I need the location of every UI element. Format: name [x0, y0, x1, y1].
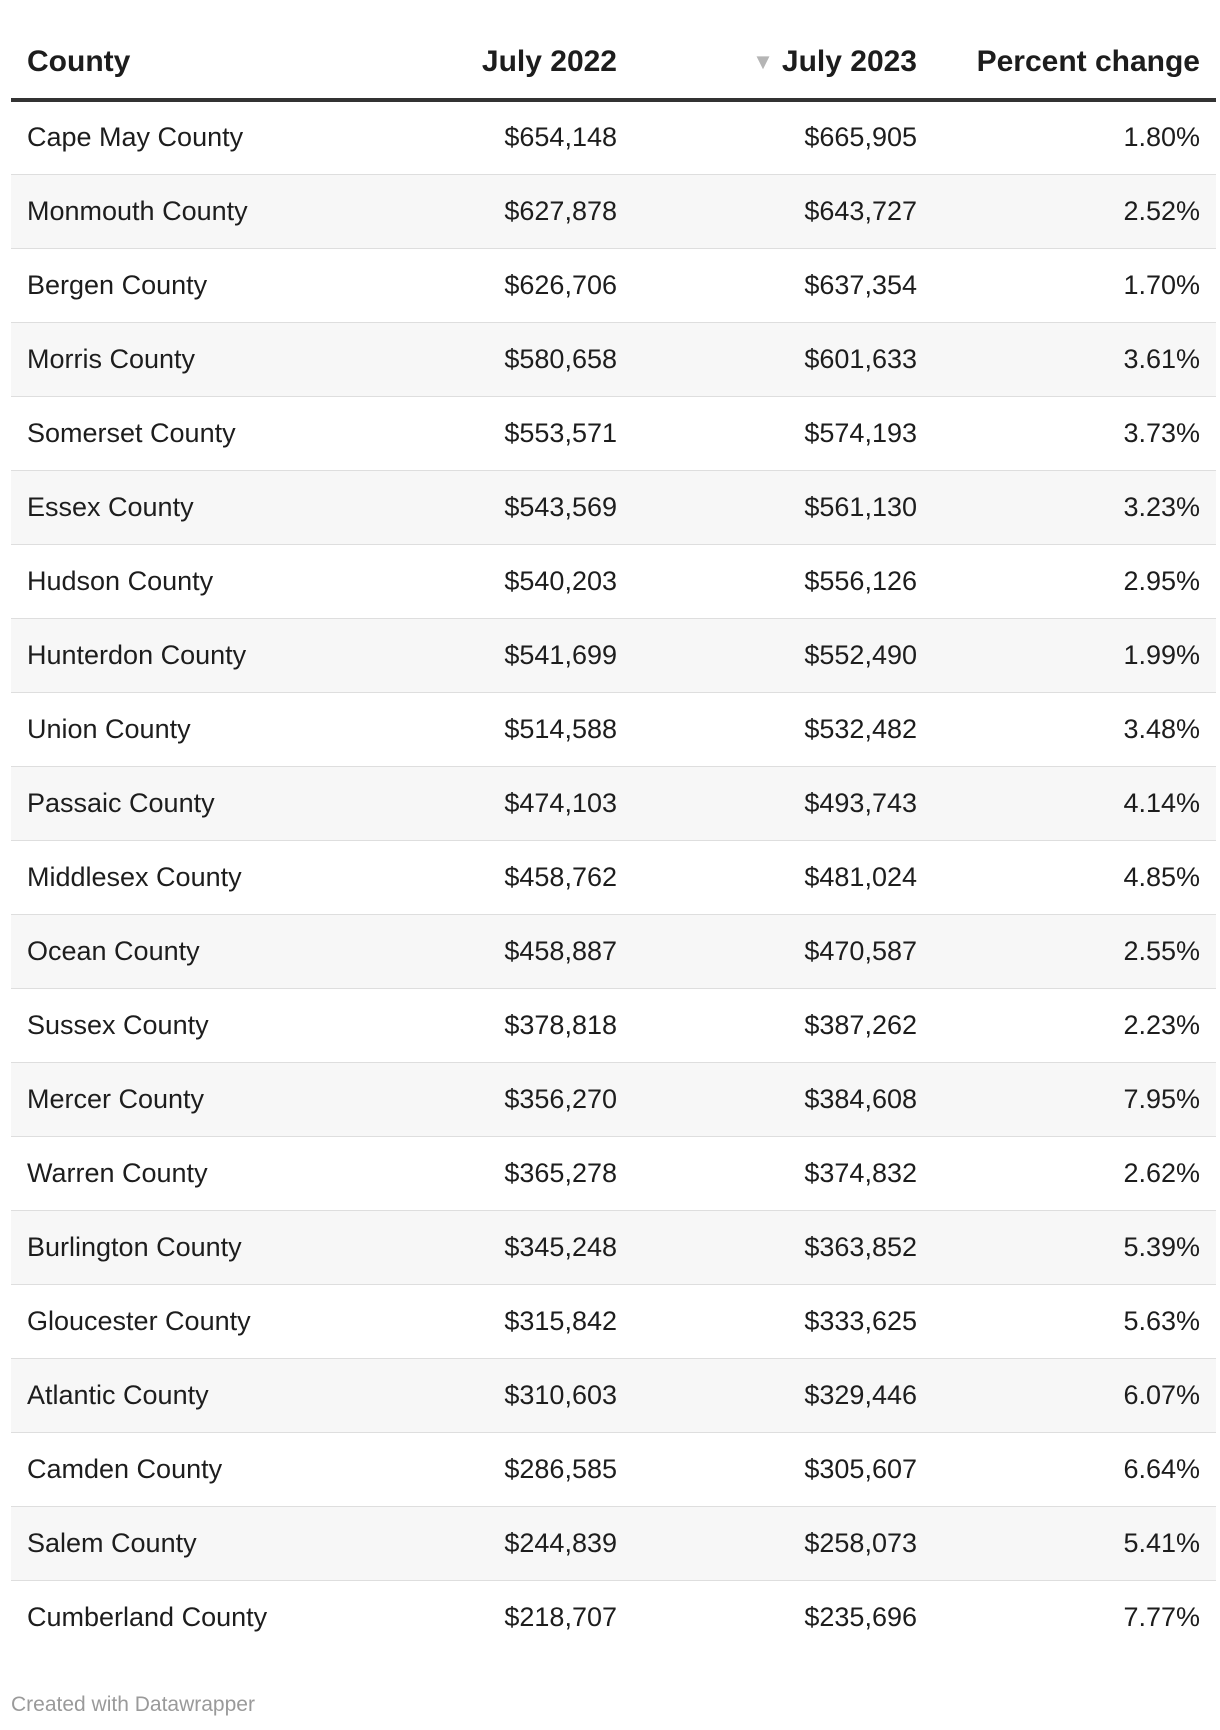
cell-july-2023: $665,905 [633, 100, 933, 174]
table-row [11, 322, 1216, 396]
cell-percent-change: 1.70% [933, 248, 1216, 322]
cell-july-2023: $374,832 [633, 1136, 933, 1210]
cell-county: Hunterdon County [11, 618, 371, 692]
cell-percent-change: 4.85% [933, 840, 1216, 914]
cell-county: Hudson County [11, 544, 371, 618]
column-header-label: Percent change [976, 45, 1200, 78]
cell-county: Mercer County [11, 1062, 371, 1136]
header-row [11, 26, 1216, 100]
cell-county: Monmouth County [11, 174, 371, 248]
cell-july-2022: $654,148 [371, 100, 633, 174]
cell-county: Sussex County [11, 988, 371, 1062]
cell-july-2022: $378,818 [371, 988, 633, 1062]
cell-percent-change: 6.07% [933, 1358, 1216, 1432]
table-row [11, 1358, 1216, 1432]
cell-percent-change: 5.41% [933, 1506, 1216, 1580]
cell-percent-change: 3.61% [933, 322, 1216, 396]
cell-county: Gloucester County [11, 1284, 371, 1358]
cell-percent-change: 1.80% [933, 100, 1216, 174]
cell-percent-change: 5.63% [933, 1284, 1216, 1358]
cell-july-2023: $470,587 [633, 914, 933, 988]
column-header-july-2023[interactable] [633, 26, 933, 100]
table-row [11, 1284, 1216, 1358]
cell-july-2022: $365,278 [371, 1136, 633, 1210]
table-row [11, 692, 1216, 766]
cell-july-2023: $637,354 [633, 248, 933, 322]
cell-percent-change: 2.55% [933, 914, 1216, 988]
cell-county: Salem County [11, 1506, 371, 1580]
cell-county: Cape May County [11, 100, 371, 174]
cell-july-2023: $552,490 [633, 618, 933, 692]
cell-county: Union County [11, 692, 371, 766]
cell-july-2023: $601,633 [633, 322, 933, 396]
cell-percent-change: 2.52% [933, 174, 1216, 248]
cell-july-2023: $235,696 [804, 1601, 917, 1632]
cell-july-2022: $580,658 [371, 322, 633, 396]
cell-july-2023: $481,024 [633, 840, 933, 914]
cell-county: Camden County [11, 1432, 371, 1506]
cell-july-2023: $493,743 [633, 766, 933, 840]
cell-county: Somerset County [11, 396, 371, 470]
cell-percent-change: 3.48% [933, 692, 1216, 766]
cell-july-2022: $626,706 [371, 248, 633, 322]
cell-july-2022: $345,248 [371, 1210, 633, 1284]
table-header [11, 26, 1216, 100]
table-row [11, 1210, 1216, 1284]
cell-july-2023: $387,262 [633, 988, 933, 1062]
cell-county: Warren County [11, 1136, 371, 1210]
cell-percent-change: 2.62% [933, 1136, 1216, 1210]
table-row [11, 100, 1216, 174]
cell-july-2023: $363,852 [633, 1210, 933, 1284]
datawrapper-credit: Created with Datawrapper [11, 1693, 255, 1716]
cell-county: Bergen County [11, 248, 371, 322]
cell-july-2022: $356,270 [371, 1062, 633, 1136]
cell-july-2022: $218,707 [504, 1601, 617, 1632]
cell-july-2022: $541,699 [371, 618, 633, 692]
cell-percent-change: 5.39% [933, 1210, 1216, 1284]
cell-county: Essex County [11, 470, 371, 544]
cell-july-2022: $286,585 [371, 1432, 633, 1506]
cell-percent-change: 4.14% [933, 766, 1216, 840]
cell-percent-change: 7.77% [1123, 1601, 1200, 1632]
cell-july-2023: $384,608 [633, 1062, 933, 1136]
table-row [11, 1136, 1216, 1210]
cell-county: Burlington County [11, 1210, 371, 1284]
cell-july-2022: $458,887 [371, 914, 633, 988]
table-row [11, 1432, 1216, 1506]
column-header-label: July 2022 [481, 45, 617, 78]
table-row [11, 1506, 1216, 1580]
cell-july-2023: $643,727 [633, 174, 933, 248]
table-row [11, 248, 1216, 322]
cell-percent-change: 2.95% [933, 544, 1216, 618]
cell-county: Ocean County [11, 914, 371, 988]
table-row [11, 766, 1216, 840]
table-row [11, 1580, 1216, 1654]
cell-july-2022: $474,103 [371, 766, 633, 840]
cell-percent-change: 6.64% [933, 1432, 1216, 1506]
table-row [11, 1062, 1216, 1136]
cell-county: Morris County [11, 322, 371, 396]
column-header-percent-change[interactable] [933, 26, 1216, 100]
table-row [11, 174, 1216, 248]
table-row [11, 544, 1216, 618]
cell-july-2023: $329,446 [633, 1358, 933, 1432]
cell-county: Cumberland County [27, 1601, 268, 1632]
cell-july-2022: $514,588 [371, 692, 633, 766]
sort-descending-icon: ▼ [752, 49, 774, 74]
cell-july-2022: $553,571 [371, 396, 633, 470]
cell-july-2023: $556,126 [633, 544, 933, 618]
data-table-container [11, 26, 1216, 1654]
cell-percent-change: 1.99% [933, 618, 1216, 692]
cell-july-2022: $244,839 [371, 1506, 633, 1580]
column-header-label: County [27, 45, 131, 78]
table-row [11, 988, 1216, 1062]
cell-july-2023: $258,073 [633, 1506, 933, 1580]
table-body [11, 100, 1216, 1654]
column-header-county[interactable] [11, 26, 371, 100]
cell-county: Passaic County [11, 766, 371, 840]
table-row [11, 396, 1216, 470]
table-row [11, 470, 1216, 544]
cell-july-2023: $333,625 [633, 1284, 933, 1358]
cell-percent-change: 3.23% [933, 470, 1216, 544]
cell-percent-change: 3.73% [933, 396, 1216, 470]
cell-july-2022: $627,878 [371, 174, 633, 248]
cell-percent-change: 7.95% [933, 1062, 1216, 1136]
cell-county: Middlesex County [11, 840, 371, 914]
cell-july-2022: $543,569 [371, 470, 633, 544]
cell-july-2022: $540,203 [371, 544, 633, 618]
cell-july-2022: $315,842 [371, 1284, 633, 1358]
table-row [11, 618, 1216, 692]
cell-july-2023: $532,482 [633, 692, 933, 766]
column-header-label: July 2023 [781, 45, 917, 78]
county-price-table [11, 26, 1216, 1654]
cell-july-2022: $458,762 [371, 840, 633, 914]
table-row [11, 914, 1216, 988]
cell-percent-change: 2.23% [933, 988, 1216, 1062]
table-row [11, 840, 1216, 914]
cell-july-2023: $305,607 [633, 1432, 933, 1506]
cell-july-2023: $574,193 [633, 396, 933, 470]
cell-july-2022: $310,603 [371, 1358, 633, 1432]
cell-july-2023: $561,130 [633, 470, 933, 544]
cell-county: Atlantic County [11, 1358, 371, 1432]
column-header-july-2022[interactable] [371, 26, 633, 100]
